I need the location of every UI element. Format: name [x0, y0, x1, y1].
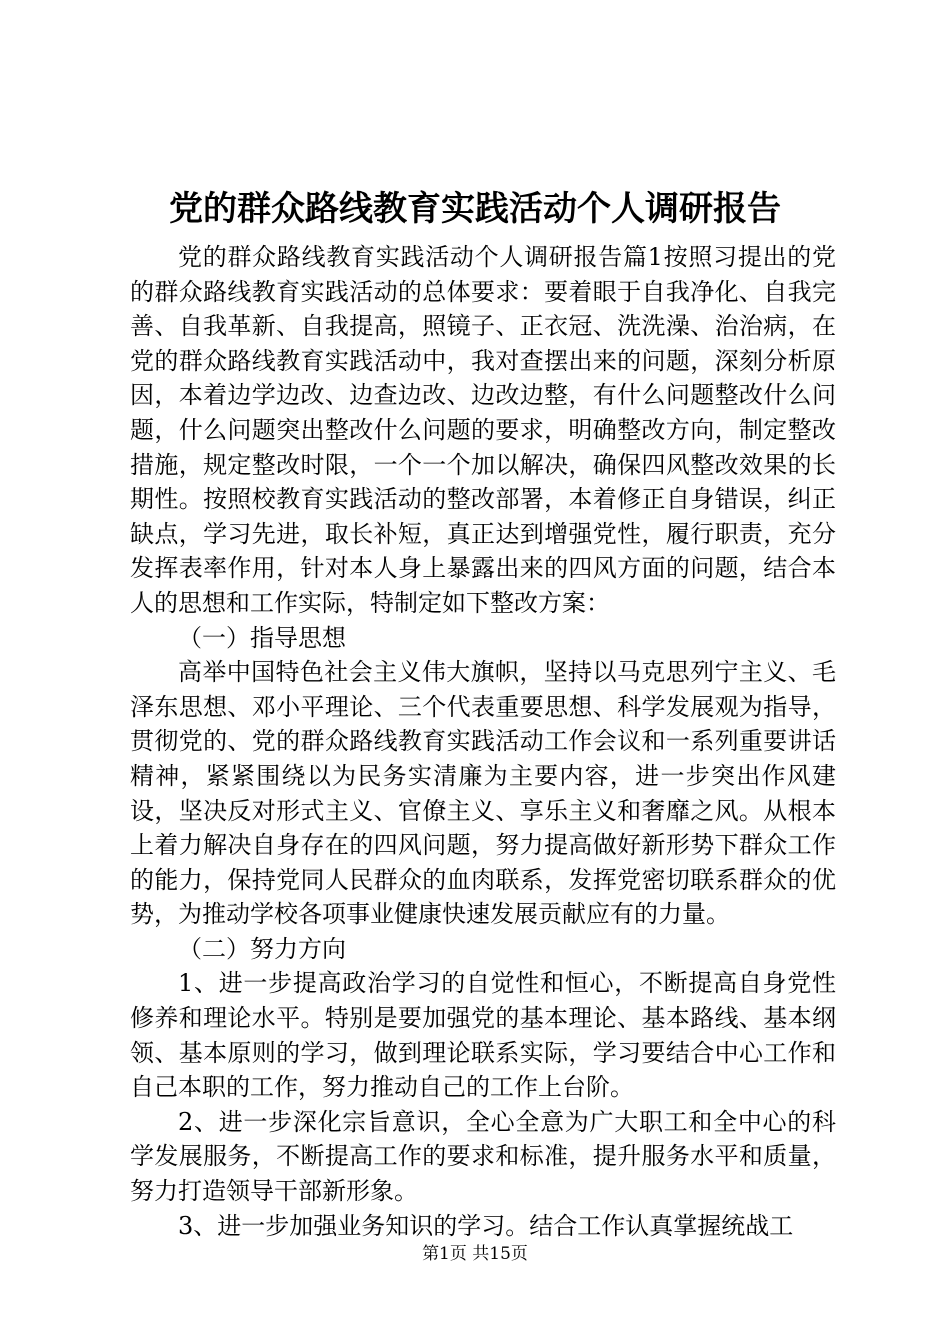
paragraph-direction-3: 3、进一步加强业务知识的学习。结合工作认真掌握统战工	[178, 1211, 794, 1240]
paragraph-direction-1: 1、进一步提高政治学习的自觉性和恒心，不断提高自身党性修养和理论水平。特别是要加强党的基本理论、基本路线、基本纲领、基本原则的学习，做到理论联系实际，学习要结合中心工作和自己本职的工作，努力推动自己的工作上台阶。	[130, 969, 836, 1102]
document-body	[130, 240, 836, 1243]
paragraph-direction-2: 2、进一步深化宗旨意识，全心全意为广大职工和全中心的科学发展服务，不断提高工作的要求和标准，提升服务水平和质量，努力打造领导干部新形象。	[130, 1107, 836, 1206]
section-heading-direction: （二）努力方向	[178, 934, 346, 963]
paragraph-guiding-thought: 高举中国特色社会主义伟大旗帜，坚持以马克思列宁主义、毛泽东思想、邓小平理论、三个代表重要思想、科学发展观为指导，贯彻党的、党的群众路线教育实践活动工作会议和一系列重要讲话精神，紧紧围绕以为民务实清廉为主要内容，进一步突出作风建设，坚决反对形式主义、官僚主义、享乐主义和奢靡之风。从根本上着力解决自身存在的四风问题，努力提高做好新形势下群众工作的能力，保持党同人民群众的血肉联系，发挥党密切联系群众的优势，为推动学校各项事业健康快速发展贡献应有的力量。	[130, 658, 836, 929]
document-title: 党的群众路线教育实践活动个人调研报告	[169, 189, 781, 229]
section-heading-guiding-thought: （一）指导思想	[178, 623, 346, 652]
page-number-footer: 第1页 共15页	[422, 1244, 528, 1264]
paragraph-intro: 党的群众路线教育实践活动个人调研报告篇1按照习提出的党的群众路线教育实践活动的总体要求：要着眼于自我净化、自我完善、自我革新、自我提高，照镜子、正衣冠、洗洗澡、治治病，在党的群众路线教育实践活动中，我对查摆出来的问题，深刻分析原因，本着边学边改、边查边改、边改边整，有什么问题整改什么问题，什么问题突出整改什么问题的要求，明确整改方向，制定整改措施，规定整改时限，一个一个加以解决，确保四风整改效果的长期性。按照校教育实践活动的整改部署，本着修正自身错误，纠正缺点，学习先进，取长补短，真正达到增强党性，履行职责，充分发挥表率作用，针对本人身上暴露出来的四风方面的问题，结合本人的思想和工作实际，特制定如下整改方案：	[130, 243, 836, 617]
